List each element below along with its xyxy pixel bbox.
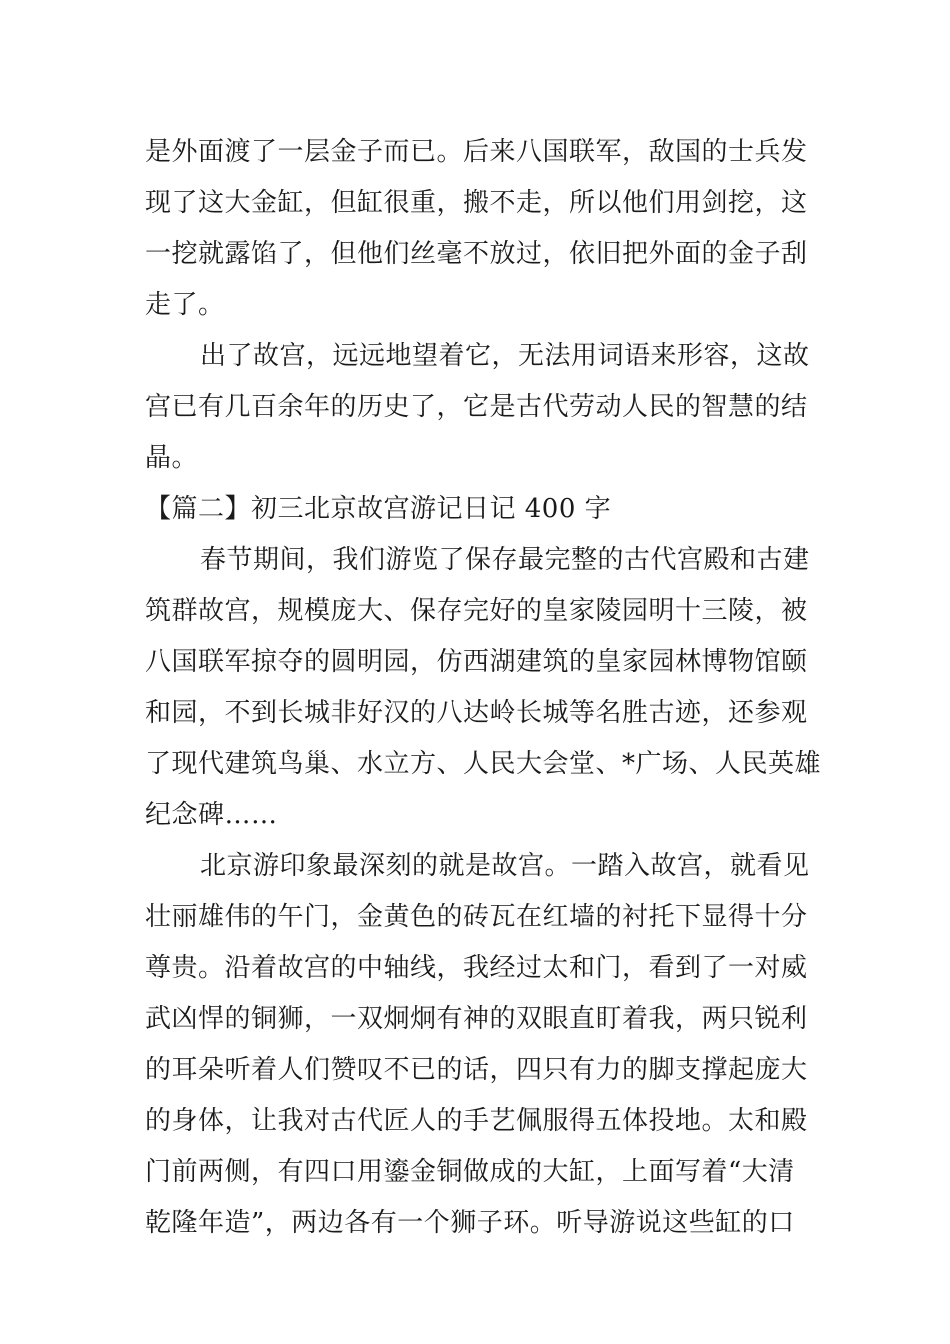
paragraph-3-line-1: 春节期间，我们游览了保存最完整的古代宫殿和古建 bbox=[200, 545, 810, 575]
paragraph-4-line-8: 乾隆年造”，两边各有一个狮子环。听导游说这些缸的口 bbox=[145, 1208, 795, 1238]
paragraph-1-line-4: 走了。 bbox=[145, 290, 225, 320]
paragraph-3-line-2: 筑群故宫，规模庞大、保存完好的皇家陵园明十三陵，被 bbox=[145, 596, 808, 626]
paragraph-2-line-1: 出了故宫，远远地望着它，无法用词语来形容，这故 bbox=[200, 341, 810, 371]
paragraph-3-line-6: 纪念碑…… bbox=[145, 800, 278, 830]
section-heading: 【篇二】初三北京故宫游记日记 400 字 bbox=[145, 494, 612, 524]
paragraph-4-line-1: 北京游印象最深刻的就是故宫。一踏入故宫，就看见 bbox=[200, 851, 810, 881]
paragraph-2-line-2: 宫已有几百余年的历史了，它是古代劳动人民的智慧的结 bbox=[145, 392, 808, 422]
paragraph-3-line-5: 了现代建筑鸟巢、水立方、人民大会堂、*广场、人民英雄 bbox=[145, 749, 822, 779]
paragraph-1-line-3: 一挖就露馅了，但他们丝毫不放过，依旧把外面的金子刮 bbox=[145, 239, 808, 269]
paragraph-4-line-6: 的身体，让我对古代匠人的手艺佩服得五体投地。太和殿 bbox=[145, 1106, 808, 1136]
paragraph-2-line-3: 晶。 bbox=[145, 443, 199, 473]
paragraph-4-line-2: 壮丽雄伟的午门，金黄色的砖瓦在红墙的衬托下显得十分 bbox=[145, 902, 808, 932]
paragraph-4-line-7: 门前两侧，有四口用鎏金铜做成的大缸，上面写着“大清 bbox=[145, 1157, 795, 1187]
paragraph-4-line-5: 的耳朵听着人们赞叹不已的话，四只有力的脚支撑起庞大 bbox=[145, 1055, 808, 1085]
paragraph-4-line-4: 武凶悍的铜狮，一双炯炯有神的双眼直盯着我，两只锐利 bbox=[145, 1004, 808, 1034]
paragraph-4-line-3: 尊贵。沿着故宫的中轴线，我经过太和门，看到了一对威 bbox=[145, 953, 808, 983]
paragraph-3-line-3: 八国联军掠夺的圆明园，仿西湖建筑的皇家园林博物馆颐 bbox=[145, 647, 808, 677]
paragraph-1-line-2: 现了这大金缸，但缸很重，搬不走，所以他们用剑挖，这 bbox=[145, 188, 808, 218]
paragraph-1-line-1: 是外面渡了一层金子而已。后来八国联军，敌国的士兵发 bbox=[145, 137, 808, 167]
document-body bbox=[145, 127, 822, 1249]
paragraph-3-line-4: 和园，不到长城非好汉的八达岭长城等名胜古迹，还参观 bbox=[145, 698, 808, 728]
